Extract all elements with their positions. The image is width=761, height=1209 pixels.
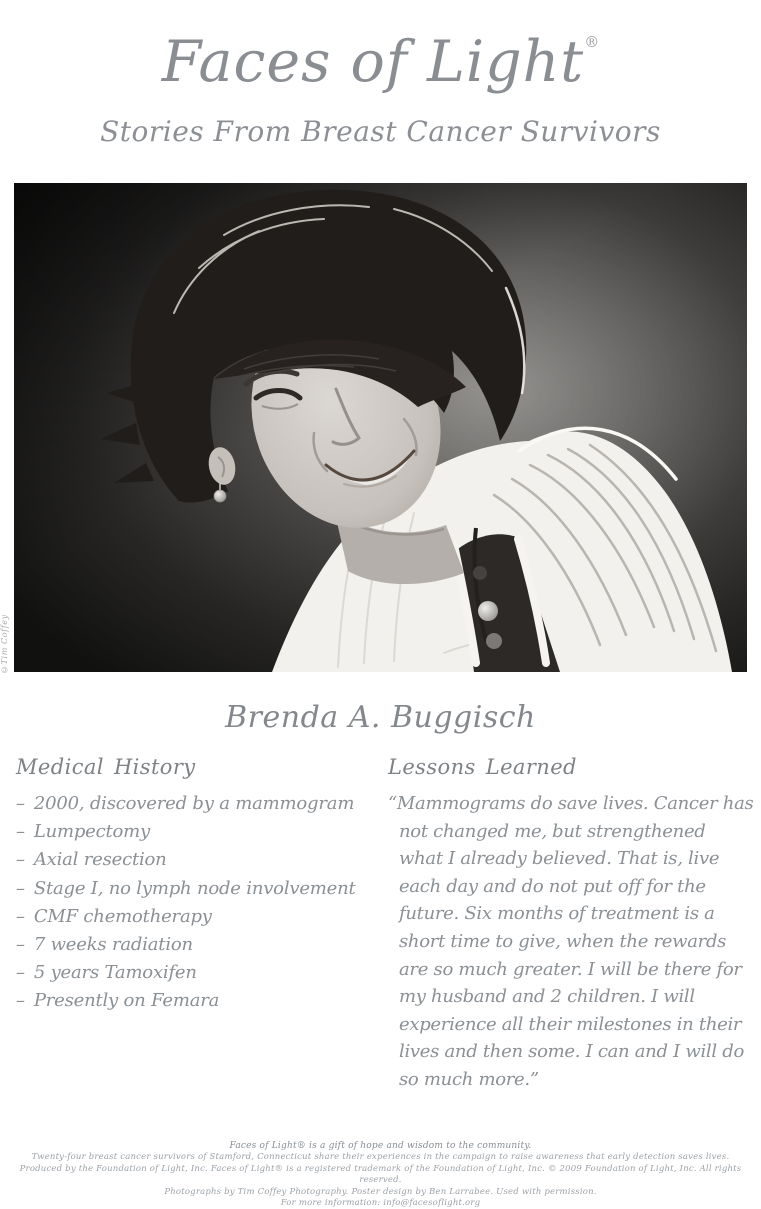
footer bbox=[0, 1141, 761, 1209]
footer-line: Twenty-four breast cancer survivors of Stamford, Connecticut share their experiences in the campaign to raise awareness that early detection saves lives. bbox=[31, 1152, 730, 1163]
lessons-learned-section bbox=[388, 755, 754, 1094]
list-dash: – bbox=[16, 990, 25, 1012]
list-dash: – bbox=[16, 962, 25, 984]
portrait-illustration bbox=[14, 183, 747, 672]
footer-line: Faces of Light® is a gift of hope and wisdom to the community. bbox=[229, 1141, 532, 1151]
poster-title-text: Faces of Light bbox=[161, 29, 585, 95]
medical-history-item bbox=[16, 790, 376, 818]
list-dash: – bbox=[16, 793, 25, 814]
medical-history-item bbox=[16, 846, 376, 874]
portrait-photo bbox=[14, 183, 747, 672]
list-dash: – bbox=[16, 821, 25, 843]
medical-history-item-text: 7 weeks radiation bbox=[33, 934, 193, 956]
footer-line: For more information: info@facesoflight.org bbox=[280, 1198, 481, 1209]
medical-history-item bbox=[16, 818, 376, 846]
list-dash: – bbox=[16, 877, 25, 899]
medical-history-item bbox=[16, 987, 376, 1015]
poster-subtitle: Stories From Breast Cancer Survivors bbox=[100, 115, 661, 148]
medical-history-item-text: 2000, discovered by a mammogram bbox=[33, 793, 355, 814]
medical-history-item-text: CMF chemotherapy bbox=[33, 905, 212, 927]
lessons-learned-heading: Lessons Learned bbox=[388, 755, 577, 779]
medical-history-list bbox=[16, 790, 376, 1016]
lessons-learned-quote: “Mammograms do save lives. Cancer has not changed me, but strengthened what I already believed. That is, live each day and do not put off for the future. Six months of treatment is a short time to give, when the rewards are so much greater. I will be there for my husband and 2 children. I will experience all their milestones in their lives and then some. I can and I will do so much more.” bbox=[388, 793, 754, 1090]
footer-line: Produced by the Foundation of Light, Inc. Faces of Light® is a registered trademark of the Foundation of Light, Inc. © 2009 Foundation of Light, Inc. All rights reserved. bbox=[19, 1163, 742, 1186]
list-dash: – bbox=[16, 905, 25, 927]
medical-history-item-text: Stage I, no lymph node involvement bbox=[33, 877, 356, 899]
medical-history-item-text: Axial resection bbox=[33, 849, 167, 871]
list-dash: – bbox=[16, 849, 25, 871]
medical-history-heading: Medical History bbox=[16, 755, 196, 779]
medical-history-item bbox=[16, 959, 376, 987]
list-dash: – bbox=[16, 934, 25, 956]
medical-history-item-text: Presently on Femara bbox=[33, 990, 220, 1012]
medical-history-item-text: 5 years Tamoxifen bbox=[33, 962, 197, 984]
medical-history-item bbox=[16, 903, 376, 931]
medical-history-item bbox=[16, 931, 376, 959]
photo-credit: ©Tim Coffey bbox=[0, 614, 9, 674]
medical-history-item-text: Lumpectomy bbox=[33, 821, 150, 843]
survivor-name: Brenda A. Buggisch bbox=[225, 700, 536, 735]
medical-history-section bbox=[16, 755, 376, 1016]
medical-history-item bbox=[16, 875, 376, 903]
registered-trademark-symbol: ® bbox=[584, 33, 600, 51]
poster-title bbox=[0, 28, 761, 96]
footer-line: Photographs by Tim Coffey Photography. Poster design by Ben Larrabee. Used with permission. bbox=[164, 1186, 597, 1197]
